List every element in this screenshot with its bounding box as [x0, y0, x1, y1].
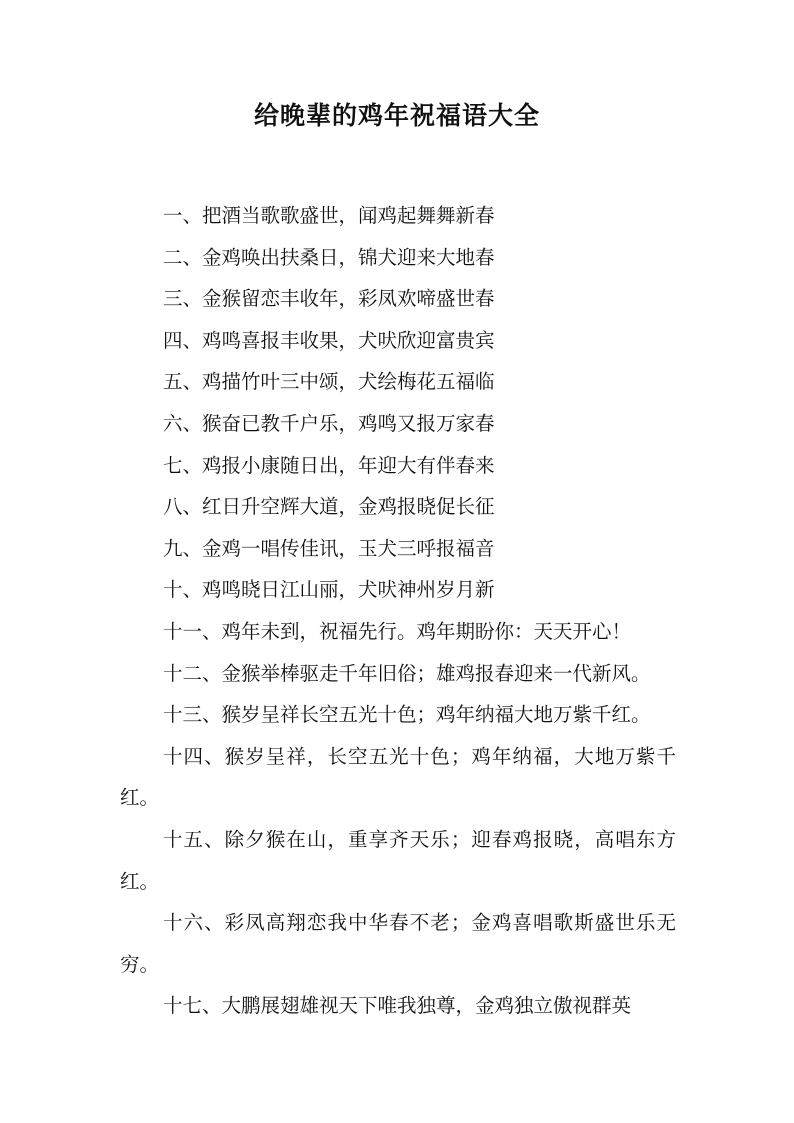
blessing-line-1: 一、把酒当歌歌盛世，闻鸡起舞舞新春 [163, 204, 495, 227]
blessing-paragraph-15: 十五、除夕猴在山，重享齐天乐；迎春鸡报晓，高唱东方红。 [120, 827, 676, 893]
blessing-line-3: 三、金猴留恋丰收年，彩凤欢啼盛世春 [163, 287, 495, 311]
blessing-line-5: 五、鸡描竹叶三中颂，犬绘梅花五福临 [163, 370, 495, 394]
blessing-paragraph-16: 十六、彩凤高翔恋我中华春不老；金鸡喜唱歌斯盛世乐无穷。 [120, 911, 676, 976]
blessing-line-11: 十一、鸡年未到，祝福先行。鸡年期盼你：天天开心！ [163, 619, 632, 643]
blessing-line-2: 二、金鸡唤出扶桑日，锦犬迎来大地春 [163, 245, 495, 269]
blessing-line-8: 八、红日升空辉大道，金鸡报晓促长征 [163, 495, 495, 519]
blessing-line-7: 七、鸡报小康随日出，年迎大有伴春来 [163, 453, 495, 477]
blessing-line-9: 九、金鸡一唱传佳讯，玉犬三呼报福音 [163, 536, 495, 560]
blessing-paragraph-14: 十四、猴岁呈祥，长空五光十色；鸡年纳福，大地万紫千红。 [120, 744, 676, 810]
blessing-line-6: 六、猴奋已教千户乐，鸡鸣又报万家春 [163, 411, 495, 435]
blessing-paragraph-17: 十七、大鹏展翅雄视天下唯我独尊，金鸡独立傲视群英 [163, 994, 632, 1018]
blessing-line-12: 十二、金猴举棒驱走千年旧俗；雄鸡报春迎来一代新风。 [163, 661, 651, 685]
blessing-line-13: 十三、猴岁呈祥长空五光十色；鸡年纳福大地万紫千红。 [163, 703, 651, 727]
document-title: 给晚辈的鸡年祝福语大全 [253, 101, 540, 130]
blessing-line-10: 十、鸡鸣晓日江山丽，犬吠神州岁月新 [163, 578, 495, 602]
blessing-line-4: 四、鸡鸣喜报丰收果，犬吠欣迎富贵宾 [163, 328, 495, 352]
document-body [120, 195, 676, 1027]
